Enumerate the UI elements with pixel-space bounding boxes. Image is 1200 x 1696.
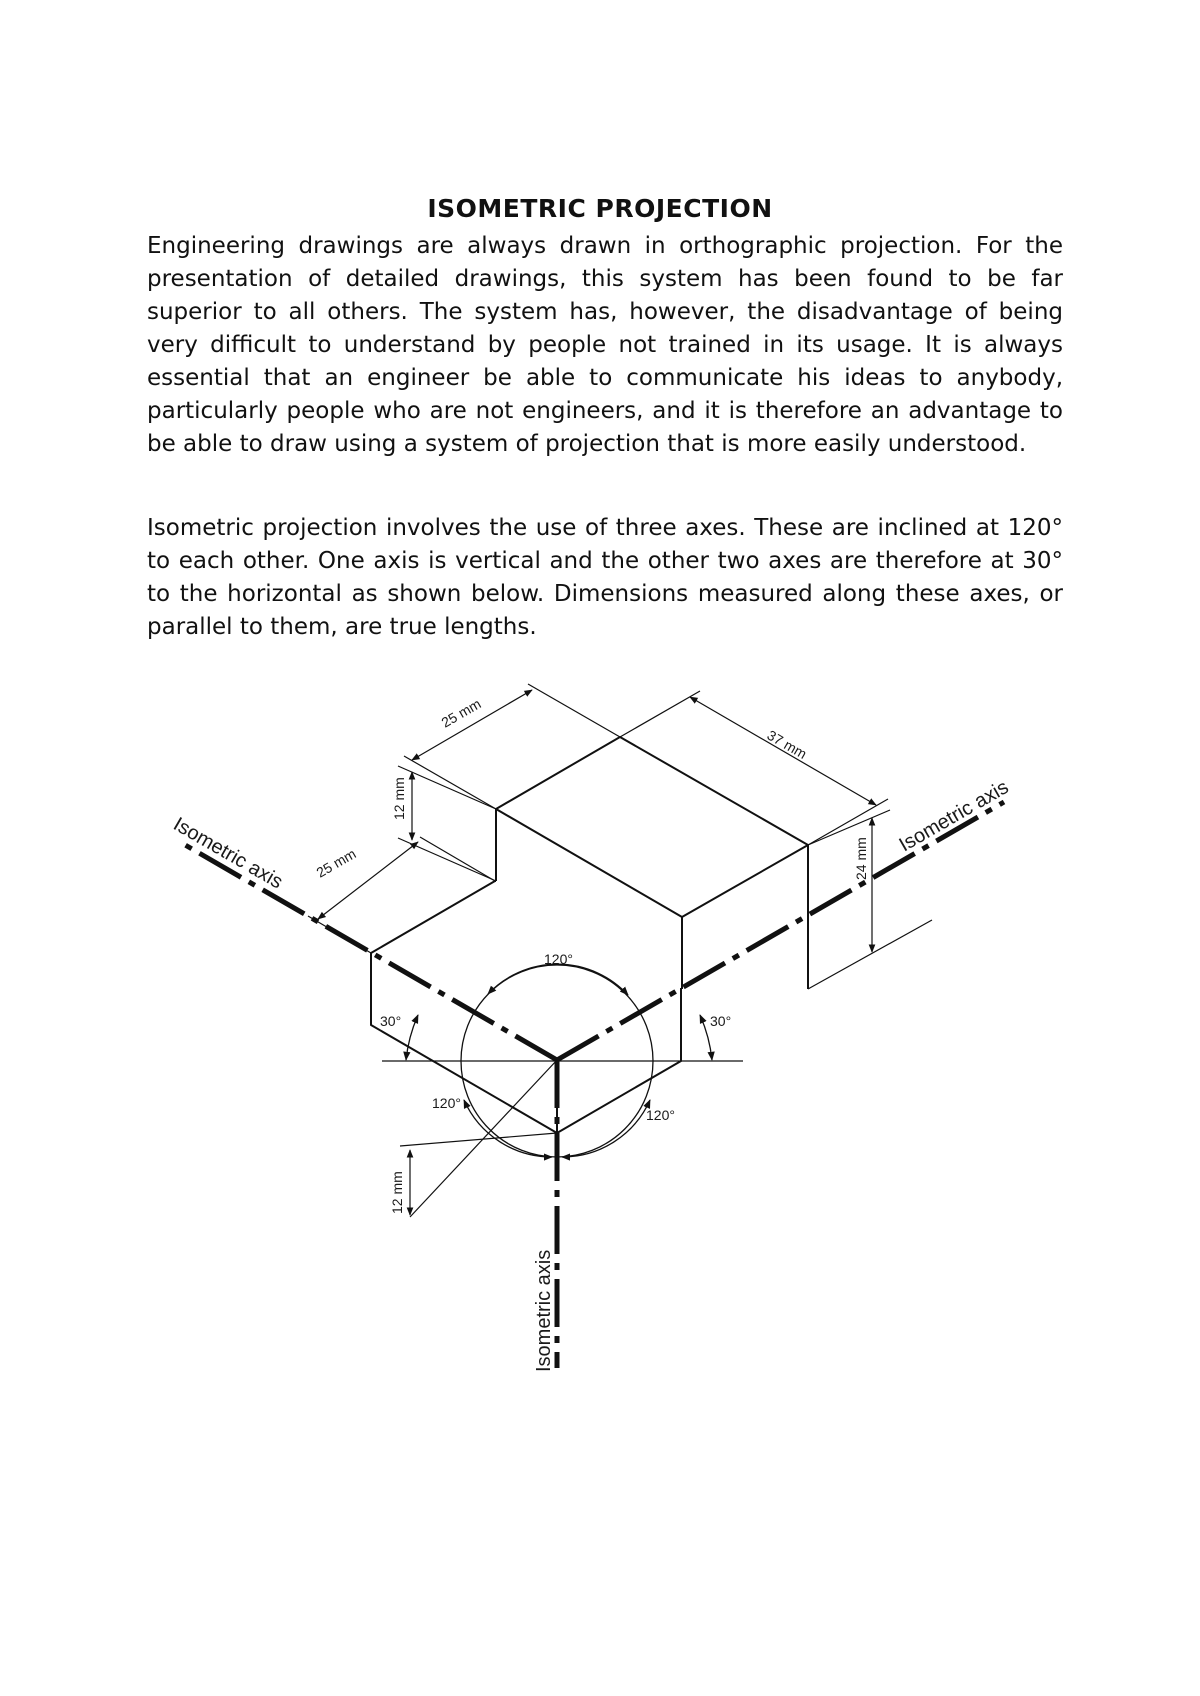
vertical-axis-label: Isometric axis (533, 1249, 555, 1372)
angle-top-label: 120° (544, 951, 573, 967)
isometric-axes (180, 802, 1004, 1368)
angle-lower-left-label: 120° (432, 1095, 461, 1111)
dim-step-height: 12 mm (391, 777, 407, 820)
dim-step-depth: 25 mm (313, 845, 359, 881)
angle-left-incline-label: 30° (380, 1013, 402, 1029)
dim-base-height: 12 mm (389, 1171, 405, 1214)
left-axis-label: Isometric axis (169, 813, 287, 894)
axes-paragraph: Isometric projection involves the use of three axes. These are inclined at 120° to each other. One axis is vertical and the other two axes are therefore at 30° to the horizontal as shown below. Dimensions measured along these axes, or parallel to them, are true lengths. (147, 515, 1063, 640)
dim-total-height: 24 mm (853, 837, 869, 880)
angle-right-incline-label: 30° (710, 1013, 732, 1029)
dim-length: 37 mm (764, 726, 810, 762)
intro-paragraph: Engineering drawings are always drawn in orthographic projection. For the presentation of detailed drawings, this system has been found to be far superior to all others. The system has, however, the disadvantage of being very difficult to understand by people not trained in its usage. It is always essential that an engineer be able to communicate his ideas to anybody, particularly people who are not engineers, and it is therefore an advantage to be able to draw using a system of projection that is more easily understood. (147, 233, 1063, 457)
right-axis-label: Isometric axis (895, 776, 1013, 857)
page-title: ISOMETRIC PROJECTION (427, 194, 773, 223)
angle-lower-right-label: 120° (646, 1107, 675, 1123)
stepped-block (371, 737, 808, 1133)
dim-top-depth: 25 mm (438, 695, 484, 731)
right-isometric-axis (557, 802, 1004, 1060)
